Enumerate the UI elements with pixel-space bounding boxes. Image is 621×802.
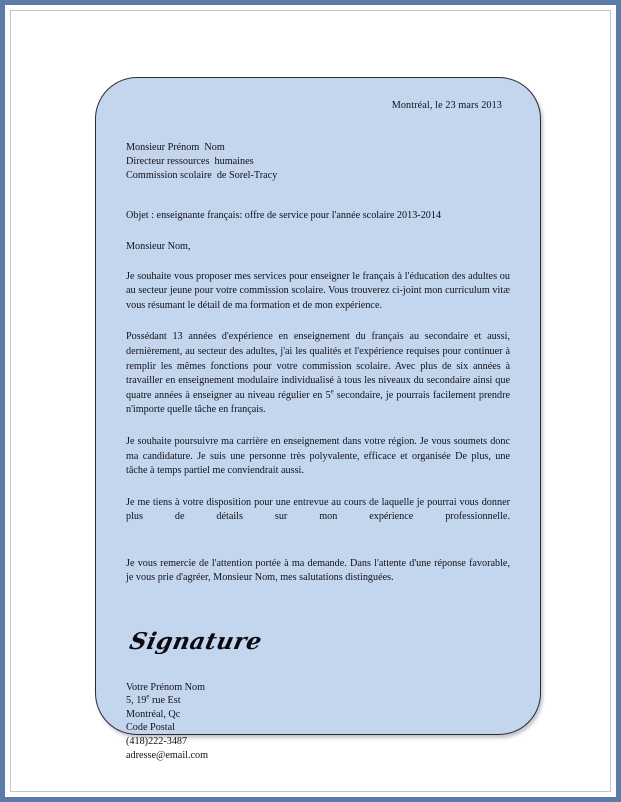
- sender-phone: (418)222-3487: [126, 736, 188, 748]
- sender-street-suffix: rue Est: [149, 695, 181, 707]
- sender-name: Votre Prénom Nom: [126, 681, 206, 693]
- date-line: Montréal, le 23 mars 2013: [391, 100, 502, 111]
- letter-panel: [95, 77, 541, 761]
- sender-email: adresse@email.com: [126, 749, 209, 761]
- sender-address-block: [126, 681, 510, 763]
- letter-body: [126, 270, 510, 586]
- recipient-organization: Commission scolaire de Sorel-Tracy: [126, 170, 278, 182]
- salutation: Monsieur Nom,: [126, 240, 191, 252]
- sender-street-prefix: 5, 19: [126, 695, 147, 707]
- ordinal-superscript-street: e: [146, 693, 150, 701]
- body-paragraph-4: Je me tiens à votre disposition pour une entrevue au cours de laquelle je pourrai vous donner plus de détails sur mon expérience professionnelle.: [126, 496, 510, 523]
- recipient-block: [126, 141, 510, 184]
- body-paragraph-5: Je vous remercie de l'attention portée à ma demande. Dans l'attente d'une réponse favorable, je vous prie d'agréer, Monsieur Nom, mes salutations distinguées.: [126, 557, 510, 584]
- body-paragraph-1: Je souhaite vous proposer mes services pour enseigner le français à l'éducation des adultes ou au secteur jeune pour votre commission scolaire. Vous trouverez ci-joint mon curriculum vitæ vous résumant le détail de ma formation et de mon expérience.: [126, 270, 510, 311]
- page-inner-border: [10, 10, 611, 792]
- body-paragraph-2: [126, 330, 510, 418]
- signature-script: Signature: [127, 627, 265, 655]
- recipient-title: Directeur ressources humaines: [126, 156, 254, 168]
- ordinal-superscript-grade: e: [330, 388, 334, 396]
- sender-postal: Code Postal: [126, 722, 175, 734]
- recipient-name: Monsieur Prénom Nom: [126, 142, 225, 153]
- sender-city: Montréal, Qc: [126, 708, 181, 720]
- experience-text-part1: Possédant 13 années d'expérience en enseignement du français au secondaire et aussi, dernièrement, au secteur des adultes, j'ai les qualités et l'expérience requises pour continuer à remplir les mêmes fonctions pour votre commission scolaire. Avec plus de six années à travailler en enseignement modulaire individualisé à tous les niveaux du secondaire ainsi que quatre années à enseigner au niveau régulier en 5: [126, 331, 510, 401]
- body-paragraph-3: Je souhaite poursuivre ma carrière en enseignement dans votre région. Je vous soumets donc ma candidature. Je suis une personne très polyvalente, efficace et organisée De plus, une tâche à temps partiel me conviendrait aussi.: [126, 435, 510, 477]
- experience-text-part2: secondaire, je pourrais facilement prendre n'importe quelle tâche en français.: [126, 389, 510, 416]
- subject-line: Objet : enseignante français: offre de service pour l'année scolaire 2013-2014: [126, 209, 442, 221]
- sender-street: [126, 694, 510, 708]
